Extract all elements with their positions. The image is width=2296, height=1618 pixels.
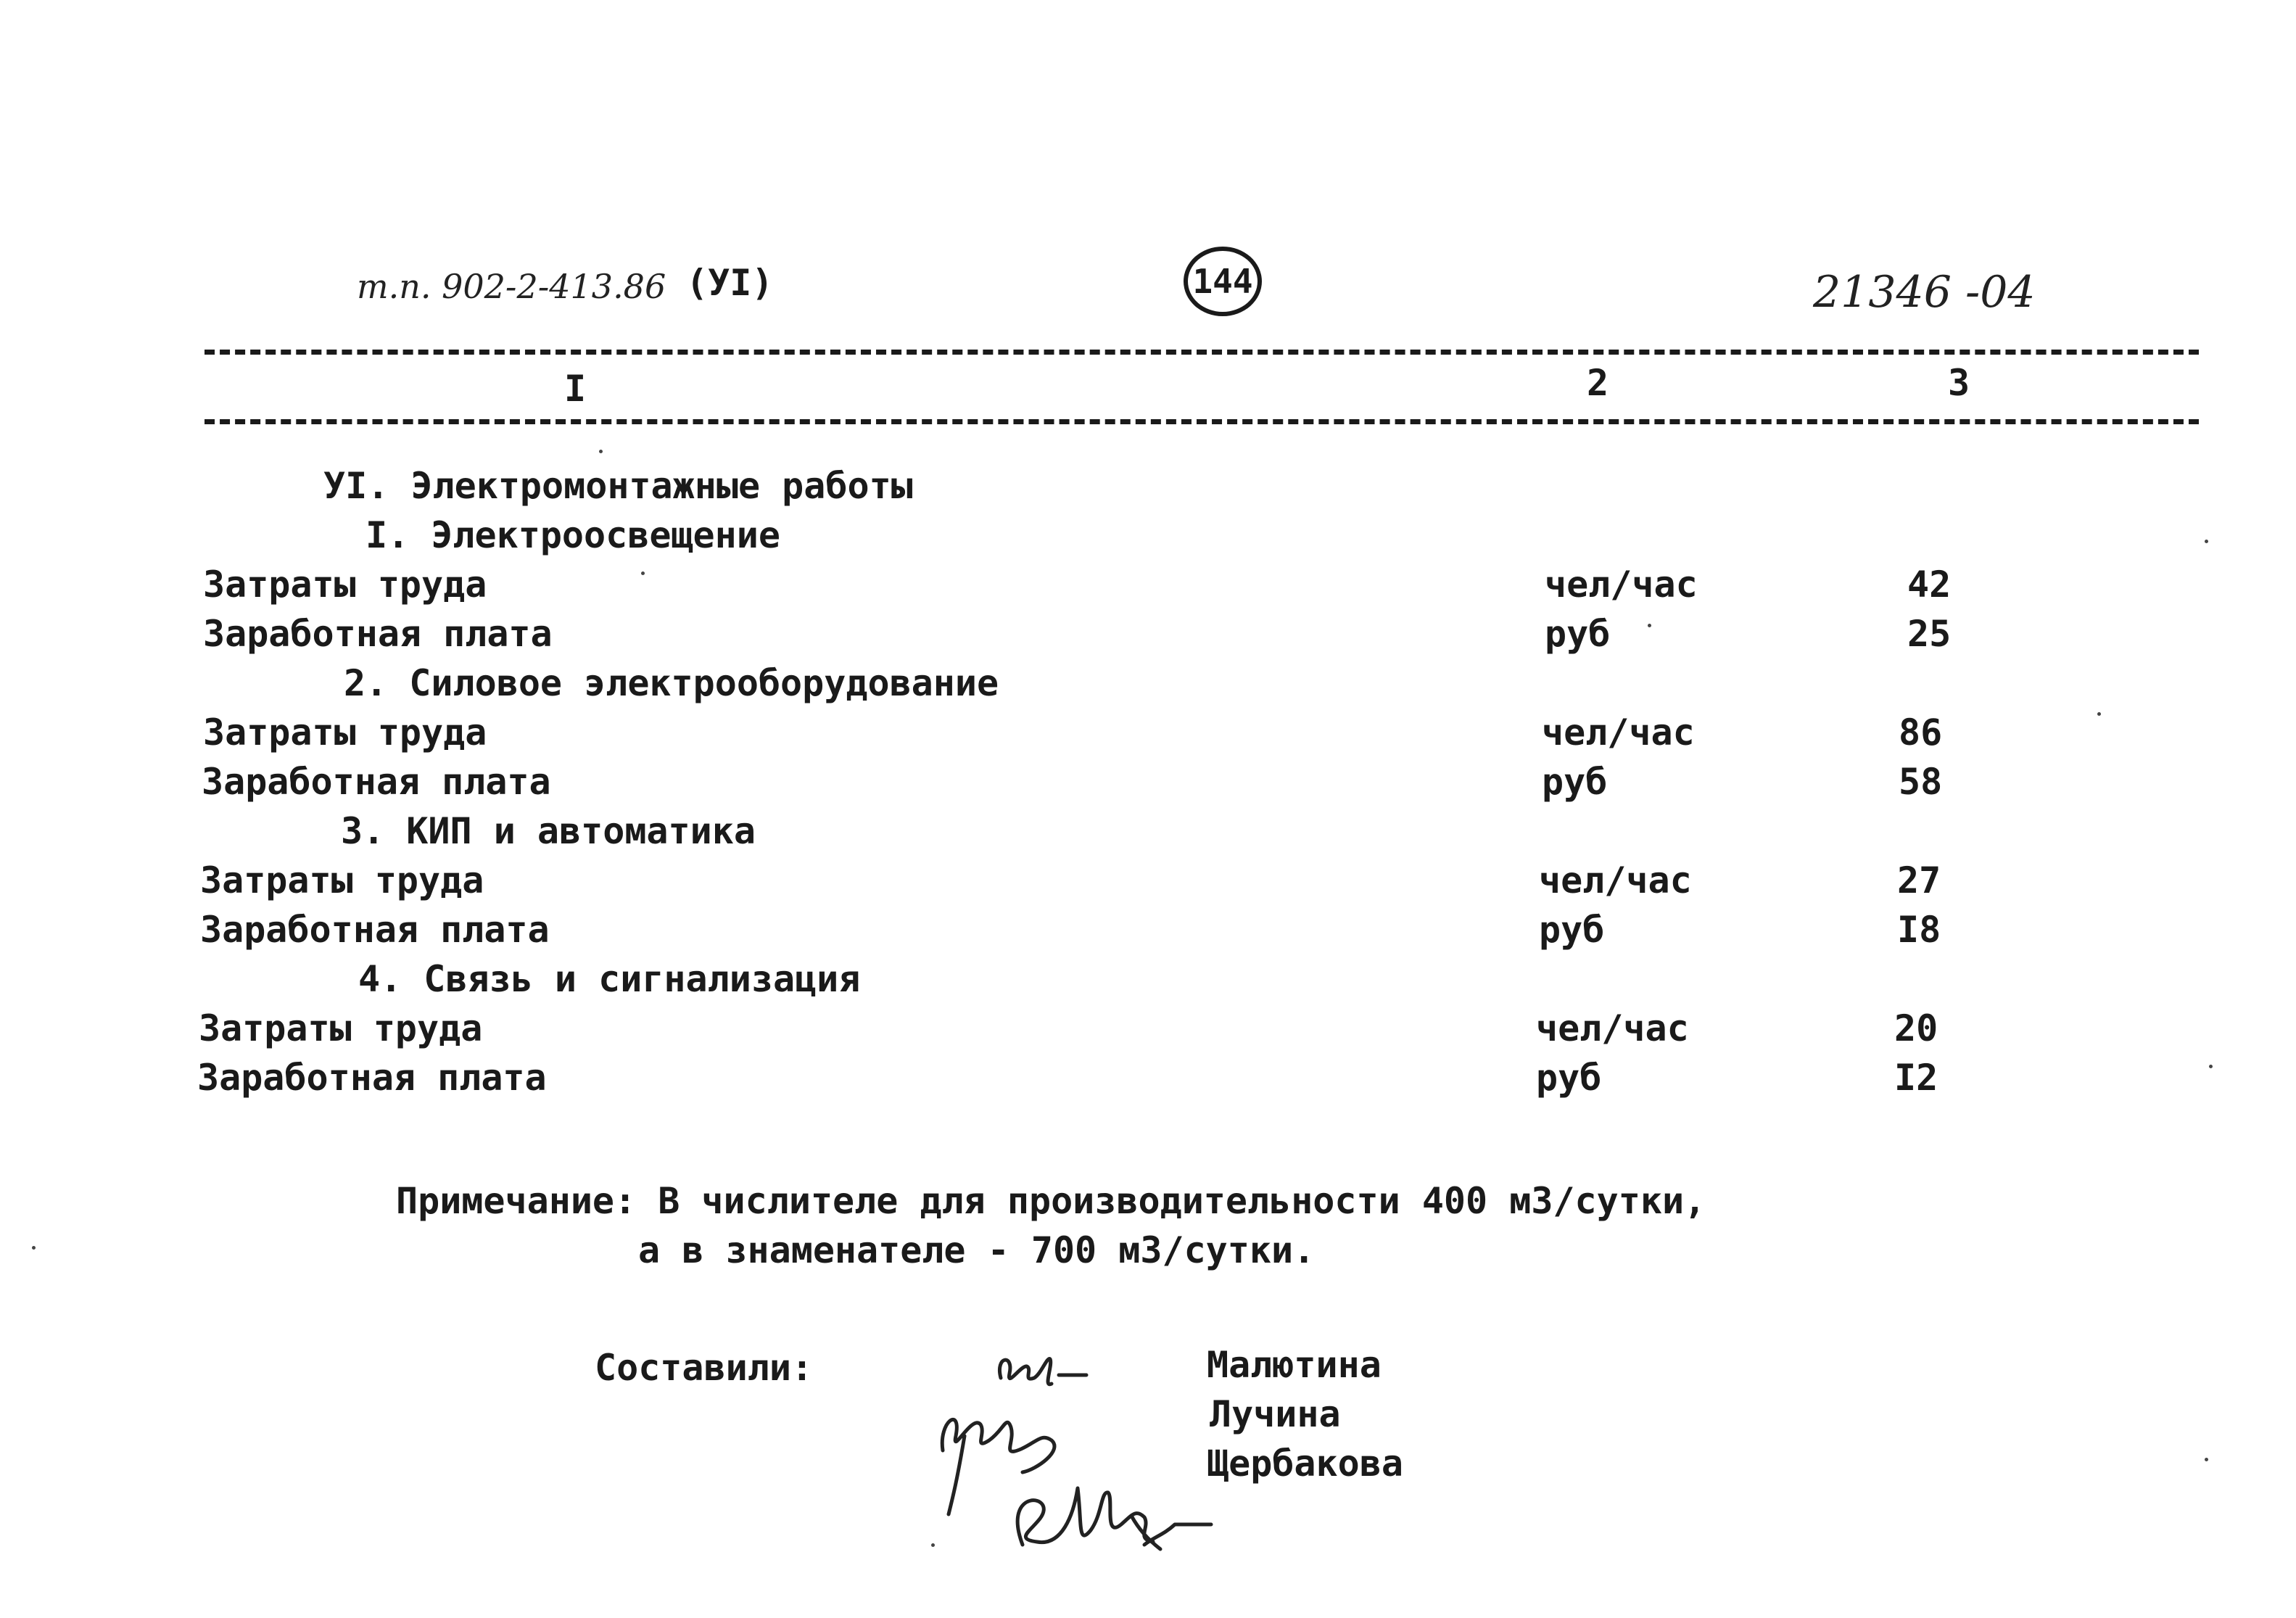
document-number: 21346 -04 (1813, 267, 2036, 318)
column-header-2: 2 (1587, 362, 1609, 404)
signer-name: Лучина (1210, 1393, 1341, 1435)
row-unit: чел/час (1536, 1007, 1689, 1049)
scan-speck (2205, 540, 2208, 543)
column-header-3: 3 (1948, 362, 1970, 404)
row-value: 86 (1899, 711, 1943, 754)
column-header-1: I (564, 368, 587, 410)
row-label: Заработная плата (200, 909, 550, 951)
table-header-rule (205, 419, 2199, 424)
group-title: 3. КИП и автоматика (341, 810, 756, 852)
signer-name: Щербакова (1207, 1442, 1403, 1485)
section-code: (УI) (686, 262, 774, 304)
scan-speck (2205, 1458, 2208, 1461)
row-value: 20 (1894, 1007, 1938, 1049)
signer-name: Малютина (1207, 1344, 1382, 1386)
row-unit: руб (1536, 1057, 1602, 1099)
scan-speck (32, 1246, 36, 1250)
row-label: Заработная плата (197, 1057, 547, 1099)
section-title: УI. Электромонтажные работы (323, 465, 913, 507)
row-label: Затраты труда (203, 564, 487, 606)
scan-speck (641, 571, 645, 575)
row-value: I2 (1894, 1057, 1938, 1099)
row-unit: чел/час (1539, 859, 1692, 901)
handwritten-signatures (914, 1327, 1247, 1567)
group-title: I. Электроосвещение (366, 514, 780, 556)
group-title: 2. Силовое электрооборудование (344, 662, 999, 704)
row-value: 25 (1907, 613, 1952, 655)
row-value: 58 (1899, 761, 1943, 803)
row-value: 27 (1897, 859, 1941, 901)
scan-speck (1648, 624, 1651, 627)
scan-speck (931, 1543, 935, 1547)
signatures-label: Составили: (595, 1347, 814, 1389)
note-line-2: а в знаменателе - 700 м3/сутки. (638, 1229, 1316, 1271)
row-unit: руб (1545, 613, 1611, 655)
row-value: 42 (1907, 564, 1952, 606)
scan-speck (2209, 1065, 2213, 1068)
row-label: Затраты труда (203, 711, 487, 754)
scan-speck (2097, 712, 2101, 716)
signature-stroke (999, 1359, 1086, 1384)
note-line-1: Примечание: В числителе для производительности 400 м3/сутки, (396, 1180, 1706, 1222)
row-label: Затраты труда (199, 1007, 483, 1049)
row-unit: чел/час (1542, 711, 1695, 754)
scan-speck (599, 450, 603, 453)
row-unit: руб (1539, 909, 1605, 951)
group-title: 4. Связь и сигнализация (358, 958, 861, 1000)
row-label: Затраты труда (200, 859, 484, 901)
project-reference: т.п. 902-2-413.86 (357, 267, 666, 306)
signature-stroke (1017, 1488, 1211, 1549)
table-top-rule (205, 350, 2199, 355)
row-label: Заработная плата (202, 761, 551, 803)
page-number-stamp: 144 (1184, 247, 1262, 316)
row-label: Заработная плата (203, 613, 553, 655)
row-value: I8 (1897, 909, 1941, 951)
row-unit: чел/час (1545, 564, 1698, 606)
row-unit: руб (1542, 761, 1608, 803)
